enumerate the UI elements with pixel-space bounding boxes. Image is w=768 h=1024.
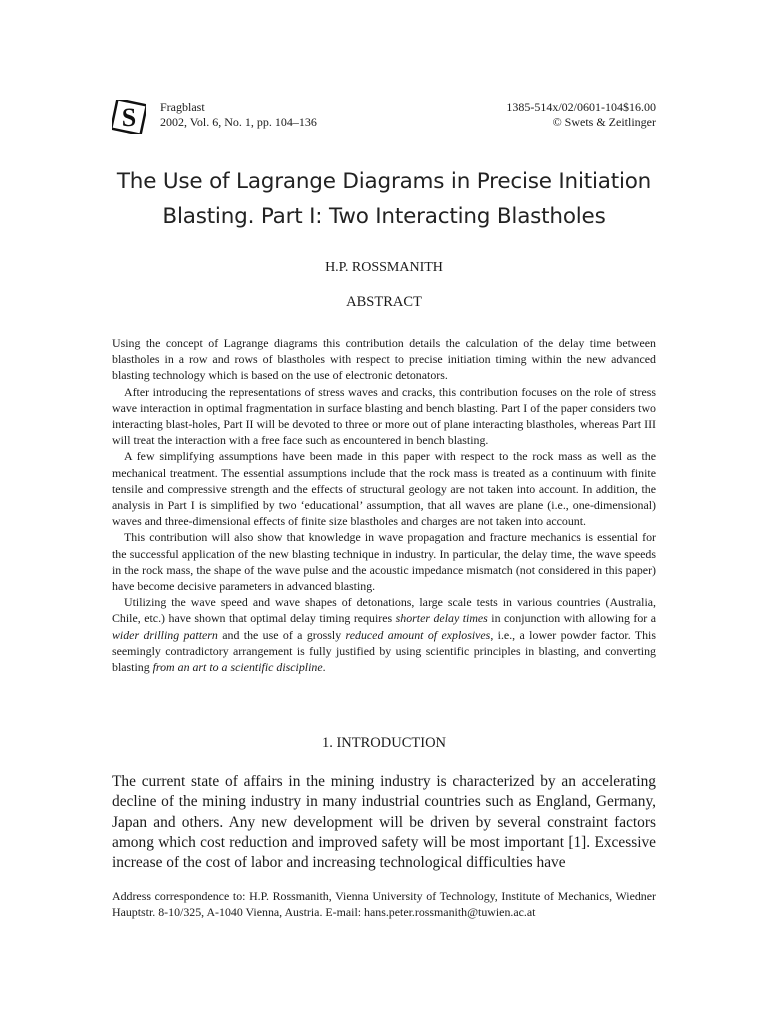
abstract-paragraph: A few simplifying assumptions have been made in this paper with respect to the rock mass as well as the mechanical treatment. The essential assumptions include that the rock mass is treated as a continuum with finite tensile and compressive strength and the effects of structural geology are not taken into account. In addition, the analysis in Part I is simplified by two ‘educational’ assumption, that all waves are plane (i.e., one-dimensional) waves and three-dimensional effects of finite size blastholes and charges are not taken into account. bbox=[112, 449, 656, 529]
abstract-emphasis: from an art to a scientific discipline bbox=[152, 660, 323, 675]
svg-text:S: S bbox=[121, 103, 137, 132]
issn-price: 1385-514x/02/0601-104$16.00 bbox=[506, 100, 656, 114]
abstract-emphasis: reduced amount of explosives bbox=[345, 627, 491, 642]
author-name: H.P. ROSSMANITH bbox=[325, 260, 443, 275]
abstract-text: . bbox=[322, 660, 326, 675]
footnote-text: Address correspondence to: H.P. Rossmanith, Vienna University of Technology, Institute of Mechanics, Wiedner Hauptstr. 8-10/325, A-1040 Vienna, Austria. E-mail: hans.peter.rossmanith@tuwien.ac.at bbox=[112, 889, 656, 919]
abstract-emphasis: shorter delay times bbox=[395, 611, 488, 626]
abstract-paragraph: This contribution will also show that knowledge in wave propagation and fracture mechanics is essential for the successful application of the new blasting technique in industry. In particular, the delay time, the wave speeds in the rock mass, the shape of the wave pulse and the acoustic impedance mismatch (not considered in this paper) have become decisive parameters in advanced blasting. bbox=[112, 530, 656, 594]
correspondence-footnote bbox=[112, 888, 656, 920]
introduction-paragraph: The current state of affairs in the mining industry is characterized by an accelerating decline of the mining industry in many industrial countries such as England, Germany, Japan and others. Any new development will be driven by several constraint factors among which cost reduction and improved safety will be most important [1]. Excessive increase of the cost of labor and increasing technological difficulties have bbox=[112, 773, 656, 872]
journal-name: Fragblast bbox=[160, 100, 205, 114]
introduction-body bbox=[112, 772, 656, 873]
abstract-text: Utilizing the wave speed and wave shapes of detonations, large scale tests in various countries (Australia, Chile, etc.) have shown that optimal delay timing requires bbox=[112, 595, 656, 626]
publisher-logo bbox=[112, 100, 146, 134]
abstract-heading: ABSTRACT bbox=[346, 294, 422, 310]
abstract-emphasis: wider drilling pattern bbox=[112, 627, 218, 642]
abstract-paragraph bbox=[112, 594, 656, 675]
journal-issue: 2002, Vol. 6, No. 1, pp. 104–136 bbox=[160, 115, 317, 129]
abstract-paragraph: Using the concept of Lagrange diagrams this contribution details the calculation of the delay time between blastholes in a row and rows of blastholes with respect to precise initiation timing within the new advanced blasting technology which is based on the use of electronic detonators. bbox=[112, 336, 656, 383]
abstract-text: , i.e., a lower powder factor. This seemingly contradictory arrangement is fully justified by using scientific principles in blasting, and converting blasting bbox=[112, 627, 656, 675]
section-heading-introduction: 1. INTRODUCTION bbox=[321, 735, 447, 751]
copyright: © Swets & Zeitlinger bbox=[552, 115, 656, 129]
abstract-paragraph: After introducing the representations of stress waves and cracks, this contribution focuses on the role of stress wave interaction in optimal fragmentation in surface blasting and bench blasting. Part I of the paper considers two interacting blast-holes, Part II will be devoted to three or more out of plane interacting blastholes, whereas Part III will treat the interaction with a free face such as encountered in bench blasting. bbox=[112, 384, 656, 448]
abstract-text: and the use of a grossly bbox=[217, 627, 346, 642]
abstract-text: in conjunction with allowing for a bbox=[487, 611, 656, 626]
paper-title: The Use of Lagrange Diagrams in Precise Initiation Blasting. Part I: Two Interacting Blastholes bbox=[116, 169, 652, 229]
abstract-body bbox=[112, 335, 656, 675]
publication-info bbox=[506, 100, 656, 130]
journal-info bbox=[160, 100, 317, 130]
